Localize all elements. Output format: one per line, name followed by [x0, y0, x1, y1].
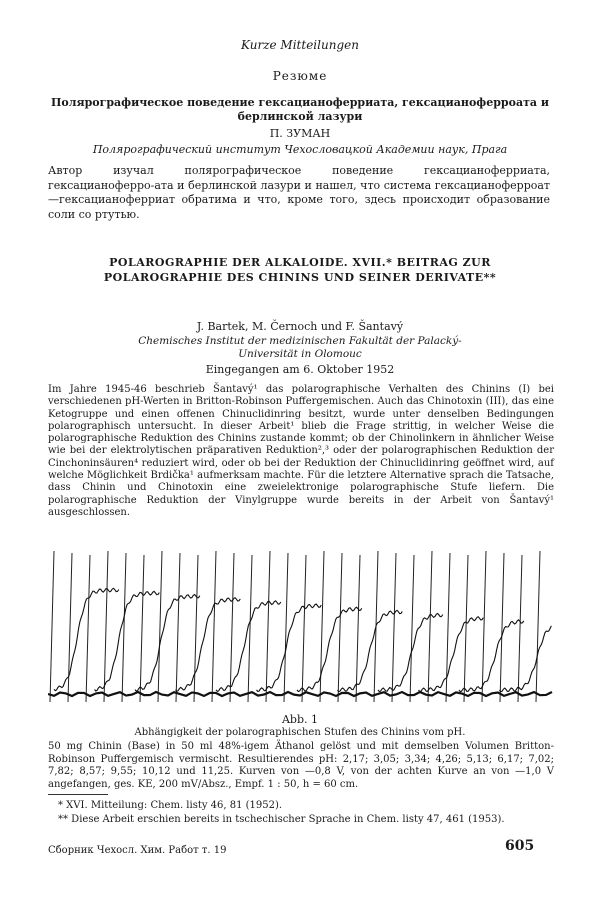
abscissa-line	[212, 551, 216, 702]
abscissa-line	[140, 555, 144, 702]
abscissa-line	[500, 553, 504, 702]
running-header: Kurze Mitteilungen	[241, 38, 359, 52]
abscissa-line	[518, 555, 522, 702]
abscissa-line	[176, 553, 180, 702]
abscissa-line	[50, 551, 54, 702]
abscissa-line	[338, 553, 342, 702]
abscissa-line	[464, 555, 468, 702]
figure-caption-heading: Abhängigkeit der polarographischen Stufen des Chinins vom pH.	[134, 727, 466, 738]
abscissa-line	[68, 553, 72, 702]
abscissa-line	[356, 555, 360, 702]
polarogram-curve-12	[500, 626, 552, 692]
article-title: POLAROGRAPHIE DER ALKALOIDE. XVII.* BEITRAG ZUR POLAROGRAPHIE DES CHININS UND SEINER DERIVATE**	[103, 256, 497, 284]
abscissa-line	[392, 553, 396, 702]
abscissa-line	[320, 551, 324, 702]
abscissa-line	[194, 555, 198, 702]
abscissa-line	[158, 551, 162, 702]
russian-abstract: Автор изучал полярографическое поведение гексацианоферриата, гексацианоферро-ата и берлинской лазури и нашел, что система гексацианоферроат—гексацианоферриат обратима и что, кроме того, здесь происходит образование соли со ртутью.	[48, 164, 550, 221]
abscissa-line	[86, 555, 90, 702]
polarogram-curve-7	[297, 607, 362, 691]
footnotes	[58, 799, 554, 827]
footnote-1: * XVI. Mitteilung: Chem. listy 46, 81 (1952).	[58, 800, 283, 811]
article-institute: Chemisches Institut der medizinischen Fakultät der Palacký-Universität in Olomouc	[138, 335, 462, 360]
abscissa-line	[284, 553, 288, 702]
resume-heading: Резюме	[272, 69, 328, 83]
received-date: Eingegangen am 6. Oktober 1952	[205, 363, 395, 376]
abscissa-line	[302, 555, 306, 702]
russian-author: П. ЗУМАН	[269, 127, 331, 140]
abscissa-line	[248, 555, 252, 702]
abscissa-line	[428, 551, 432, 702]
abscissa-line	[104, 551, 108, 702]
abscissa-line	[266, 551, 270, 702]
polarogram-figure	[48, 545, 554, 710]
abscissa-line	[482, 551, 486, 702]
footnote-2: ** Diese Arbeit erschien bereits in tschechischer Sprache in Chem. listy 47, 461 (1953).	[58, 814, 505, 825]
abscissa-line	[536, 551, 540, 702]
page-number: 605	[505, 838, 535, 854]
abscissa-line	[410, 555, 414, 702]
abscissa-line	[446, 553, 450, 702]
russian-institute: Полярографический институт Чехословацкой Академии наук, Прага	[92, 143, 508, 156]
footnote-rule	[48, 794, 108, 795]
baseline-curve	[48, 692, 552, 696]
polarogram-curve-3	[135, 595, 200, 692]
figure-caption: 50 mg Chinin (Base) in 50 ml 48%-igem Äthanol gelöst und mit demselben Volumen Britton-Robinson Puffergemisch vermischt. Resultierendes pH: 2,17; 3,05; 3,34; 4,26; 5,13; 6,17; 7,02; 7,82; 8,57; 9,55; 10,12 und 11,25. Kurven von —0,8 V, von der achten Kurve an von —1,0 V angefangen, ges. KE, 200 mV/Absz., Empf. 1 : 50, h = 60 cm.	[48, 741, 554, 790]
journal-footer: Сборник Чехосл. Хим. Работ т. 19	[48, 845, 227, 856]
polarogram-curve-11	[459, 620, 524, 692]
polarogram-curves	[48, 551, 552, 702]
article-body: Im Jahre 1945-46 beschrieb Šantavý¹ das polarographische Verhalten des Chinins (I) bei verschiedenen pH-Werten in Britton-Robinson Puffergemischen. Auch das Chinotoxin (III), das eine Ketogruppe und einen offenen Chinuclidinring besitzt, wurde unter denselben Bedingungen polarographisch untersucht. In dieser Arbeit¹ blieb die Frage strittig, in welcher Weise die polarographische Reduktion des Chinins zustande kommt; ob der Chinolinkern in ähnlicher Weise wie bei der elektrolytischen präparativen Reduktion²,³ oder der polarographischen Reduktion der Cinchoninsäuren⁴ reduziert wird, oder ob bei der Reduktion der Chinuclidinring geöffnet wird, auf welche Möglichkeit Brdička¹ aufmerksam machte. Für die letztere Alternative sprach die Tatsache, dass Chinin und Chinotoxin eine zweielektronige polarographische Stufe liefern. Die polarographische Reduktion der Vinylgruppe wurde bereits in der Arbeit von Šantavý¹ ausgeschlossen.	[48, 384, 554, 518]
russian-title: Полярографическое поведение гексацианоферриата, гексацианоферроата и берлинской лазури	[50, 96, 550, 123]
abscissa-line	[122, 553, 126, 702]
article-authors: J. Bartek, M. Černoch und F. Šantavý	[196, 320, 404, 333]
figure-label: Abb. 1	[281, 713, 319, 726]
